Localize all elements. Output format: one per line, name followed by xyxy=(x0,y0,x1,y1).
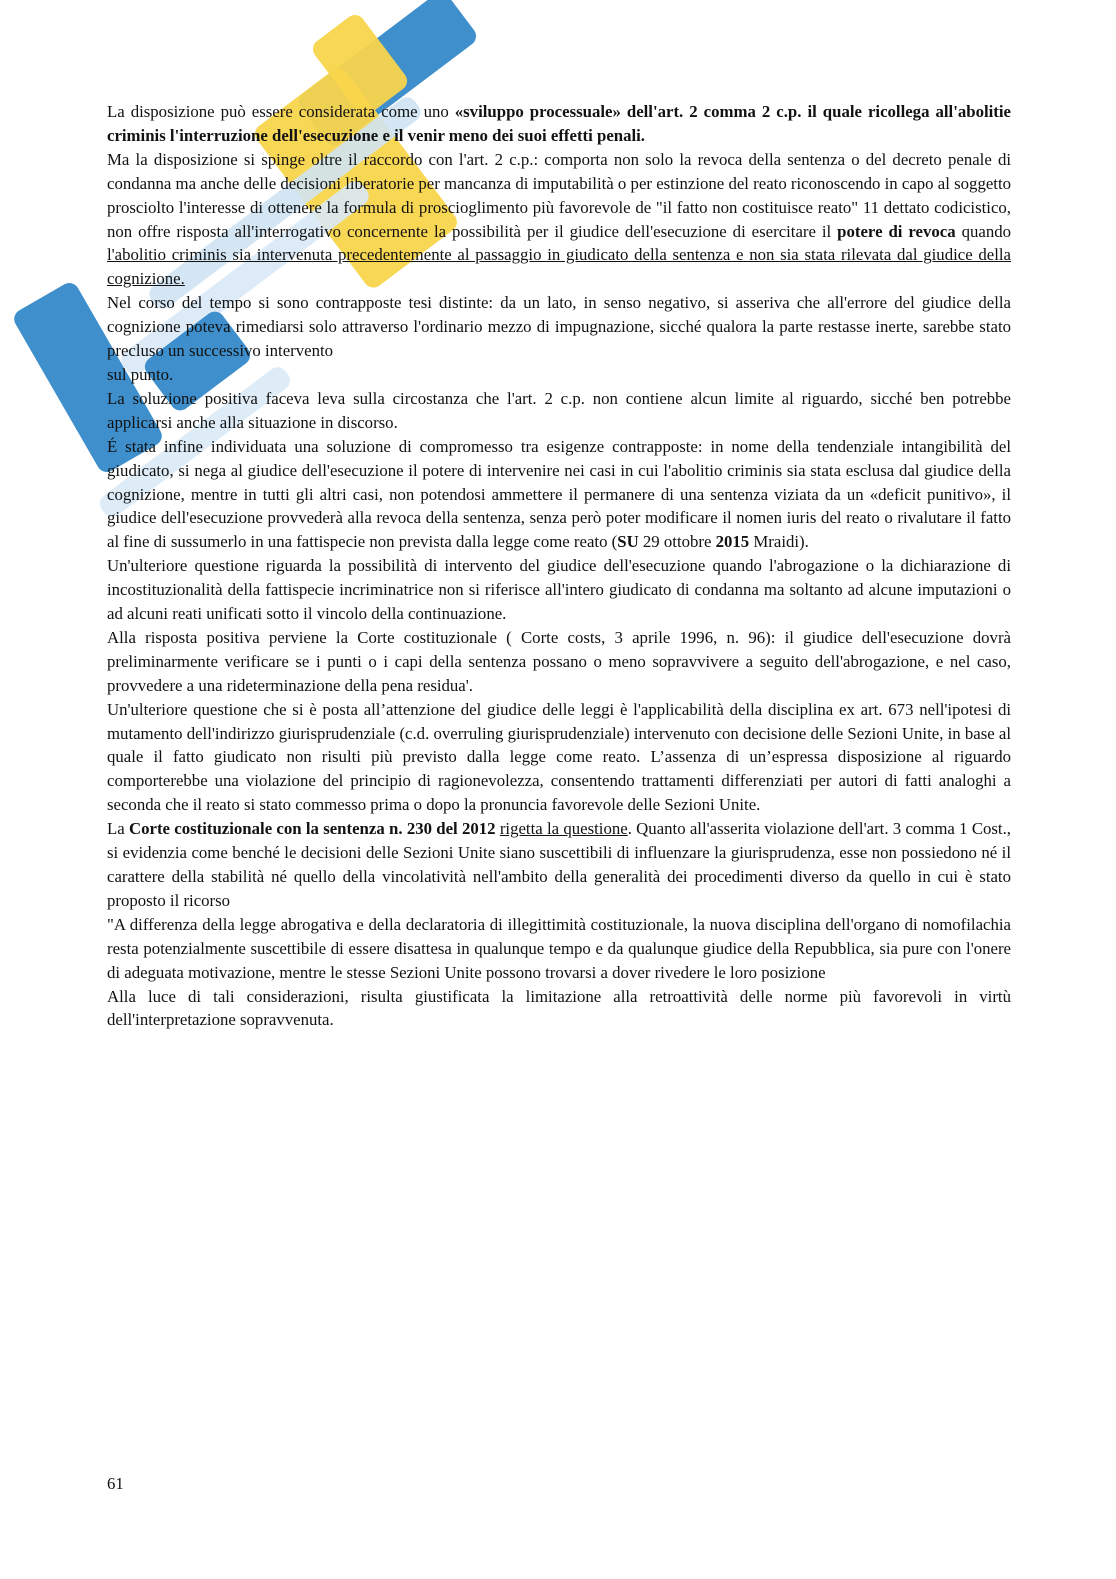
text-run: La xyxy=(107,819,129,839)
paragraph xyxy=(107,435,1011,555)
paragraph xyxy=(107,387,1011,435)
text-run: Un'ulteriore questione che si è posta all’attenzione del giudice delle leggi è l'applicabilità della disciplina ex art. 673 nell'ipotesi di mutamento dell'indirizzo giurisprudenziale (c.d. overruling giurisprudenziale) intervenuto con decisione delle Sezioni Unite, in base al quale il fatto giudicato non risulti più previsto dalla legge come reato. L’assenza di un’espressa disposizione al riguardo comporterebbe una violazione del principio di ragionevolezza, consentendo trattamenti differenziati per autori di fatti analoghi a seconda che il reato si stato commesso prima o dopo la pronuncia favorevole delle Sezioni Unite. xyxy=(107,699,1011,815)
paragraph xyxy=(107,100,1011,148)
text-run: potere di revoca xyxy=(837,221,956,241)
text-run: Alla luce di tali considerazioni, risulta giustificata la limitazione alla retroattività delle norme più favorevoli in virtù dell'interpretazione sopravvenuta. xyxy=(107,986,1011,1030)
text-run: É stata infine individuata una soluzione di compromesso tra esigenze contrapposte: in nome della tendenziale intangibilità del giudicato, si nega al giudice dell'esecuzione il potere di intervenire nei casi in cui l'abolitio criminis sia stata esclusa dal giudice della cognizione, mentre in tutti gli altri casi, non potendosi ammettere il permanere di una sentenza viziata da un «deficit punitivo», il giudice dell'esecuzione provvederà alla revoca della sentenza, senza però poter modificare il nomen iuris del reato o rivalutare il fatto al fine di sussumerlo in una fattispecie non prevista dalla legge come reato ( xyxy=(107,436,1011,552)
text-run: Ma la disposizione si spinge oltre il raccordo con l'art. 2 c.p.: comporta non solo la revoca della sentenza o del decreto penale di condanna ma anche delle decisioni liberatorie per mancanza di imputabilità o per estinzione del reato riconoscendo in capo al soggetto prosciolto l'interesse di ottenere la formula di proscioglimento più favorevole de "il fatto non costituisce reato" 11 dettato codicistico, non offre risposta all'interrogativo concernente la possibilità per il giudice dell'esecuzione di esercitare il xyxy=(107,149,1011,241)
text-body xyxy=(107,100,1011,1032)
text-run: La soluzione positiva faceva leva sulla circostanza che l'art. 2 c.p. non contiene alcun limite al riguardo, sicché ben potrebbe applicarsi anche alla situazione in discorso. xyxy=(107,388,1011,432)
paragraph xyxy=(107,913,1011,985)
paragraph xyxy=(107,698,1011,818)
text-run: Mraidi). xyxy=(749,532,809,552)
text-run: Un'ulteriore questione riguarda la possibilità di intervento del giudice dell'esecuzione quando l'abrogazione o la dichiarazione di incostituzionalità della fattispecie incriminatrice non si riferisce all'intero giudicato di condanna ma soltanto ad alcune imputazioni o ad alcuni reati unificati sotto il vincolo della continuazione. xyxy=(107,556,1011,624)
text-run: 29 ottobre xyxy=(638,532,716,552)
text-run: rigetta la questione xyxy=(499,819,628,839)
text-run: 2015 xyxy=(715,532,750,552)
text-run: . Quanto all'asserita violazione dell'art. 3 comma 1 Cost., si evidenzia come benché le decisioni delle Sezioni Unite siano suscettibili di influenzare la giurisprudenza, esse non possiedono né il carattere della stabilità né quello della vincolatività nell'ambito della generalità dei procedimenti diverso da quello in cui è stato proposto il ricorso xyxy=(107,819,1011,910)
text-run: La disposizione può essere considerata come uno xyxy=(107,102,455,121)
paragraph xyxy=(107,291,1011,363)
text-run: l'abolitio criminis sia intervenuta precedentemente al passaggio in giudicato della sentenza e non sia stata rilevata dal giudice della cognizione. xyxy=(107,245,1011,289)
paragraph xyxy=(107,148,1011,291)
text-run: Alla risposta positiva perviene la Corte costituzionale ( Corte costs, 3 aprile 1996, n. 96): il giudice dell'esecuzione dovrà preliminarmente verificare se i punti o i capi della sentenza possano o meno sopravvivere a seguito dell'abrogazione, e nel caso, provvedere a una rideterminazione della pena residua'. xyxy=(107,627,1011,695)
text-run: Nel corso del tempo si sono contrapposte tesi distinte: da un lato, in senso negativo, si asseriva che all'errore del giudice della cognizione poteva rimediarsi solo attraverso l'ordinario mezzo di impugnazione, sicché qualora la parte restasse inerte, sarebbe stato precluso un successivo intervento xyxy=(107,293,1011,361)
paragraph xyxy=(107,985,1011,1033)
text-run: SU xyxy=(617,532,639,552)
text-run: «sviluppo processuale» dell'art. 2 comma 2 c.p. il quale ricollega all'abolitie criminis l'interruzione dell'esecuzione e il venir meno dei suoi effetti penali. xyxy=(107,102,1011,145)
text-run: quando xyxy=(955,221,1011,241)
page-number: 61 xyxy=(107,1474,124,1493)
text-run: sul punto. xyxy=(107,364,174,384)
paragraph xyxy=(107,363,1011,387)
text-run: Corte costituzionale con la sentenza n. 230 del 2012 xyxy=(128,819,496,839)
paragraph xyxy=(107,554,1011,626)
text-run: "A differenza della legge abrogativa e della declaratoria di illegittimità costituzionale, la nuova disciplina dell'organo di nomofilachia resta potenzialmente suscettibile di essere disattesa in qualunque tempo e da qualunque giudice della Repubblica, sia pure con l'onere di adeguata motivazione, mentre le stesse Sezioni Unite possono trovarsi a dover rivedere le loro posizione xyxy=(107,914,1011,982)
paragraph xyxy=(107,817,1011,913)
paragraph xyxy=(107,626,1011,698)
